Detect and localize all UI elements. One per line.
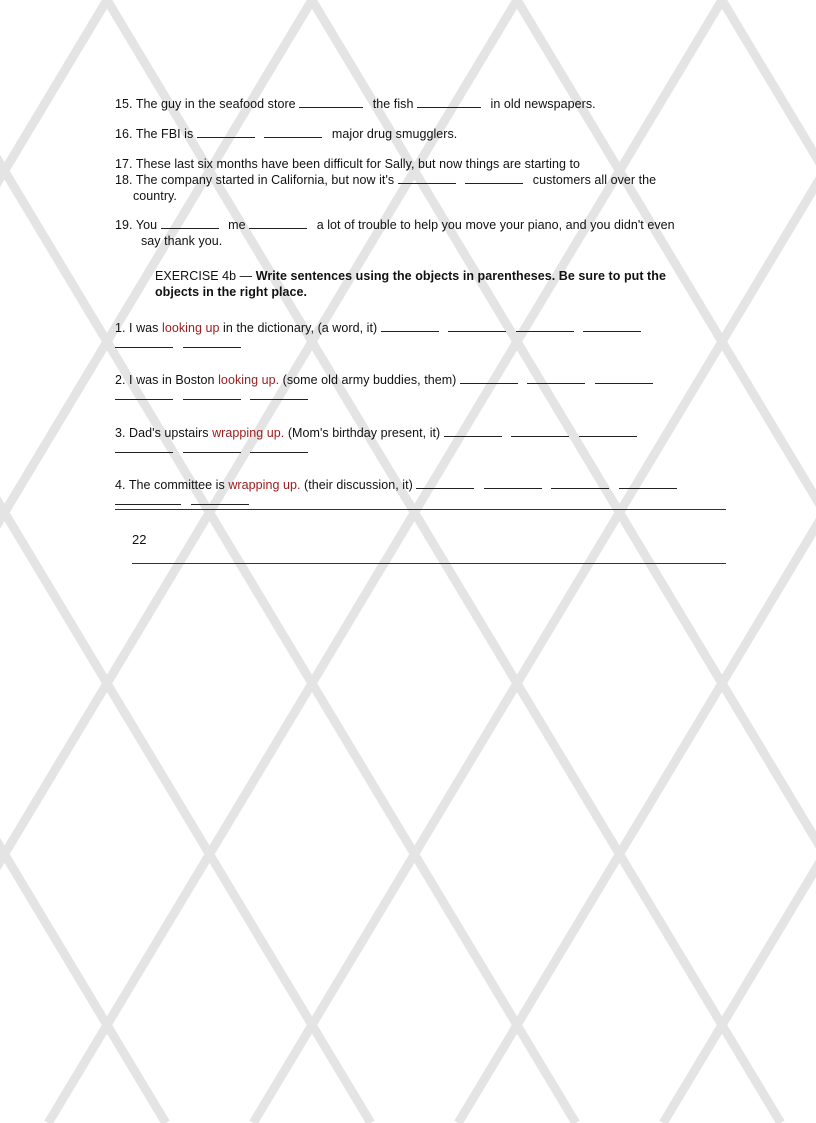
answer-blank[interactable]	[579, 426, 637, 437]
answer-blank[interactable]	[299, 97, 363, 108]
exercise-question-2-blanks	[115, 389, 308, 404]
answer-blank[interactable]	[460, 373, 518, 384]
exercise-question-1-blanks	[115, 337, 241, 352]
answer-blank[interactable]	[551, 478, 609, 489]
question-number: 19.	[115, 218, 133, 232]
question-text: 1. I was	[115, 321, 159, 335]
answer-blank[interactable]	[115, 337, 173, 348]
question-text: the fish	[372, 97, 414, 111]
exercise-question-4	[115, 478, 677, 493]
question-text: (their discussion, it)	[304, 478, 413, 492]
question-text: in old newspapers.	[490, 97, 596, 111]
answer-blank[interactable]	[249, 218, 307, 229]
exercise-question-4-blanks	[115, 494, 249, 509]
answer-blank[interactable]	[444, 426, 502, 437]
answer-blank[interactable]	[527, 373, 585, 384]
answer-blank[interactable]	[183, 337, 241, 348]
page-footer-rule-top	[115, 509, 726, 510]
exercise-label: EXERCISE 4b —	[155, 269, 253, 283]
question-text: The company started in California, but now it's	[135, 173, 395, 187]
question-text: in the dictionary, (a word, it)	[223, 321, 378, 335]
question-text: 3. Dad's upstairs	[115, 426, 209, 440]
exercise-question-3-blanks	[115, 442, 308, 457]
phrasal-verb: wrapping up.	[228, 478, 301, 492]
question-text: customers all over the	[532, 173, 657, 187]
page-footer-rule-bottom	[132, 563, 726, 564]
exercise-heading	[155, 269, 666, 284]
page-number: 22	[132, 532, 147, 547]
answer-blank[interactable]	[264, 127, 322, 138]
exercise-instruction-continued: objects in the right place.	[155, 285, 308, 299]
question-18-continued	[133, 189, 177, 204]
question-text: You	[135, 218, 158, 232]
phrasal-verb: looking up.	[218, 373, 280, 387]
answer-blank[interactable]	[619, 478, 677, 489]
question-text: 2. I was in Boston	[115, 373, 215, 387]
answer-blank[interactable]	[484, 478, 542, 489]
question-text: The FBI is	[135, 127, 194, 141]
question-19-continued	[141, 234, 222, 249]
question-number: 17.	[115, 157, 133, 171]
question-text: major drug smugglers.	[331, 127, 458, 141]
question-15	[115, 97, 596, 112]
exercise-question-1	[115, 321, 641, 336]
question-text: country.	[133, 189, 177, 203]
phrasal-verb: wrapping up.	[212, 426, 285, 440]
question-text: (Mom's birthday present, it)	[287, 426, 441, 440]
question-text: These last six months have been difficult for Sally, but now things are starting to	[135, 157, 581, 171]
answer-blank[interactable]	[511, 426, 569, 437]
answer-blank[interactable]	[595, 373, 653, 384]
answer-blank[interactable]	[583, 321, 641, 332]
answer-blank[interactable]	[191, 494, 249, 505]
phrasal-verb: looking up	[162, 321, 220, 335]
answer-blank[interactable]	[250, 389, 308, 400]
answer-blank[interactable]	[115, 389, 173, 400]
answer-blank[interactable]	[417, 97, 481, 108]
answer-blank[interactable]	[115, 494, 181, 505]
question-text: say thank you.	[141, 234, 223, 248]
question-number: 15.	[115, 97, 133, 111]
question-text: me	[228, 218, 246, 232]
answer-blank[interactable]	[115, 442, 173, 453]
answer-blank[interactable]	[398, 173, 456, 184]
exercise-instruction: Write sentences using the objects in parentheses. Be sure to put the	[255, 269, 666, 283]
question-number: 16.	[115, 127, 133, 141]
question-19	[115, 218, 675, 233]
answer-blank[interactable]	[161, 218, 219, 229]
exercise-question-2	[115, 373, 653, 388]
answer-blank[interactable]	[381, 321, 439, 332]
answer-blank[interactable]	[448, 321, 506, 332]
question-16	[115, 127, 457, 142]
answer-blank[interactable]	[465, 173, 523, 184]
question-text: a lot of trouble to help you move your piano, and you didn't even	[316, 218, 675, 232]
answer-blank[interactable]	[183, 389, 241, 400]
question-text: 4. The committee is	[115, 478, 225, 492]
answer-blank[interactable]	[416, 478, 474, 489]
question-text: The guy in the seafood store	[135, 97, 296, 111]
question-number: 18.	[115, 173, 133, 187]
question-18	[115, 173, 656, 188]
answer-blank[interactable]	[516, 321, 574, 332]
question-17	[115, 157, 580, 172]
answer-blank[interactable]	[250, 442, 308, 453]
exercise-question-3	[115, 426, 637, 441]
answer-blank[interactable]	[183, 442, 241, 453]
answer-blank[interactable]	[197, 127, 255, 138]
question-text: (some old army buddies, them)	[282, 373, 457, 387]
